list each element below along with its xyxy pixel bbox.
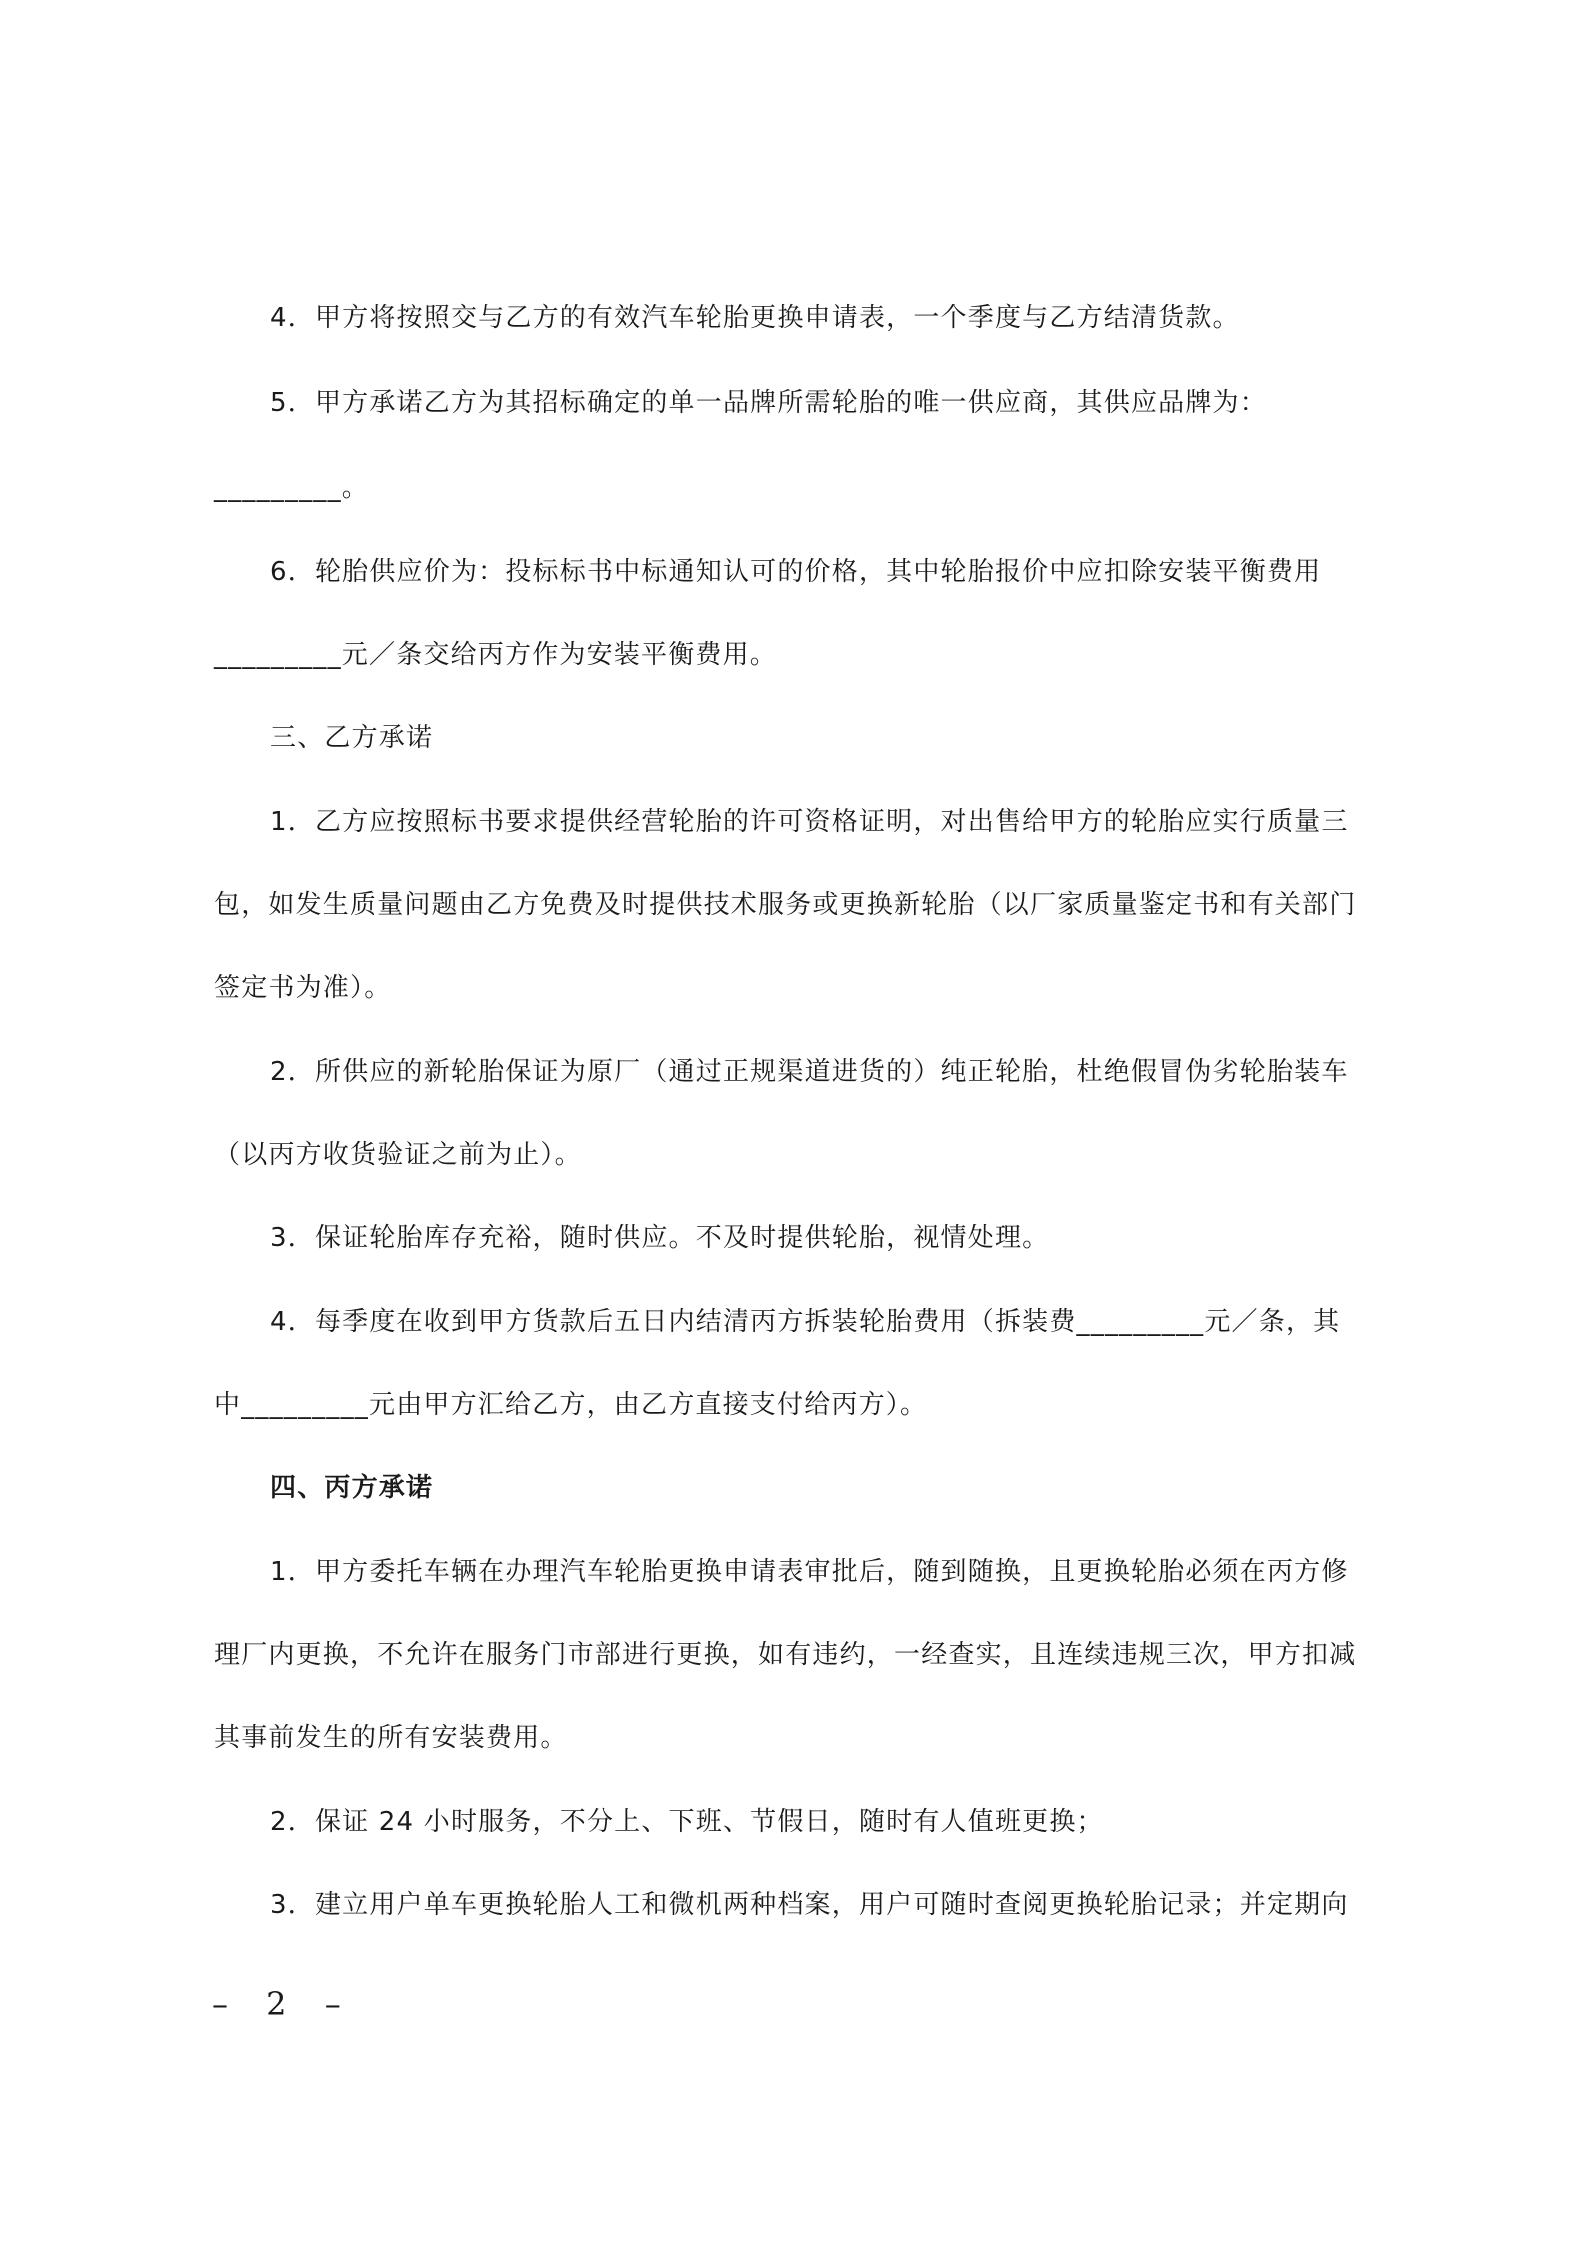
clause-b1: 1．乙方应按照标书要求提供经营轮胎的许可资格证明，对出售给甲方的轮胎应实行质量三 — [270, 807, 1349, 837]
clause-c2: 2．保证 24 小时服务，不分上、下班、节假日，随时有人值班更换； — [270, 1807, 1104, 1837]
clause-b4: 4．每季度在收到甲方货款后五日内结清丙方拆装轮胎费用（拆装费_________元／条，其 — [270, 1307, 1341, 1337]
clause-b1-cont-2: 签定书为准）。 — [214, 973, 392, 1003]
clause-b4-cont: 中_________元由甲方汇给乙方，由乙方直接支付给丙方）。 — [214, 1390, 928, 1420]
clause-c3: 3．建立用户单车更换轮胎人工和微机两种档案，用户可随时查阅更换轮胎记录；并定期向 — [270, 1890, 1349, 1920]
clause-c1-cont-2: 其事前发生的所有安装费用。 — [214, 1723, 568, 1753]
clause-a5: 5．甲方承诺乙方为其招标确定的单一品牌所需轮胎的唯一供应商，其供应品牌为： — [270, 388, 1267, 418]
clause-b2: 2．所供应的新轮胎保证为原厂（通过正规渠道进货的）纯正轮胎，杜绝假冒伪劣轮胎装车 — [270, 1057, 1349, 1087]
clause-c1: 1．甲方委托车辆在办理汽车轮胎更换申请表审批后，随到随换，且更换轮胎必须在丙方修 — [270, 1557, 1349, 1587]
clause-a4: 4．甲方将按照交与乙方的有效汽车轮胎更换申请表，一个季度与乙方结清货款。 — [270, 303, 1240, 333]
section-heading-4: 四、丙方承诺 — [270, 1473, 434, 1503]
clause-a6-cont: _________元／条交给丙方作为安装平衡费用。 — [214, 640, 778, 670]
clause-b3: 3．保证轮胎库存充裕，随时供应。不及时提供轮胎，视情处理。 — [270, 1223, 1050, 1253]
page-number: – 2 – — [212, 1985, 355, 2023]
clause-b2-cont: （以丙方收货验证之前为止）。 — [214, 1140, 582, 1170]
clause-b1-cont-1: 包，如发生质量问题由乙方免费及时提供技术服务或更换新轮胎（以厂家质量鉴定书和有关部门 — [214, 890, 1357, 920]
clause-a6: 6．轮胎供应价为：投标标书中标通知认可的价格，其中轮胎报价中应扣除安装平衡费用 — [270, 557, 1322, 587]
section-heading-3: 三、乙方承诺 — [270, 723, 434, 753]
clause-c1-cont-1: 理厂内更换，不允许在服务门市部进行更换，如有违约，一经查实，且连续违规三次，甲方扣减 — [214, 1640, 1357, 1670]
clause-a5-brand-blank: _________。 — [214, 473, 369, 503]
